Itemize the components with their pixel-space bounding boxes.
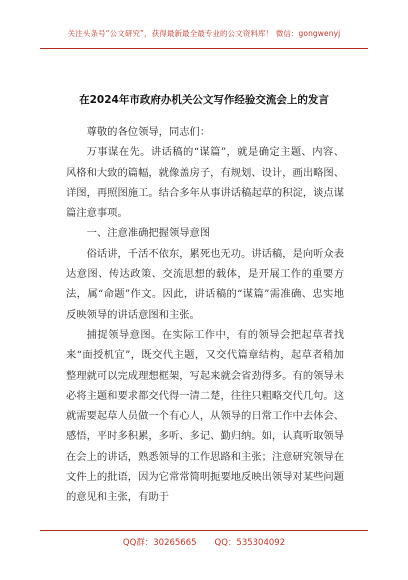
body-paragraph: 捕捉领导意图。在实际工作中，有的领导会把起草者找来“面授机宜”，既交代主题，又交代篇章结构，起草者稍加整理就可以完成理想框架，写起来就会省劲得多。有的领导未必将主题和要求都交代得一清二楚，往往只粗略交代几句。这就需要起草人员做一个有心人，从领导的日常工作中去体会、感悟，平时多积累，多听、多记、勤归纳。如，认真听取领导在会上的讲话，熟悉领导的工作思路和主张；注意研究领导在文件上的批语，因为它常常简明扼要地反映出领导对某些问题的意见和主张，有助于 xyxy=(66,328,345,504)
footer-divider xyxy=(40,530,368,531)
body-paragraph: 万事谋在先。讲话稿的“谋篇”，就是确定主题、内容、风格和大致的篇幅，就像盖房子，有规划、设计，画出略图、详图，再照图施工。结合多年从事讲话稿起草的积淀，谈点谋篇注意事项。 xyxy=(66,146,345,220)
page-header-notice: 关注头条号“公文研究”，获得最新最全最专业的公文资料库！ 微信：gongwenyj xyxy=(67,29,341,38)
section-heading: 一、注意准确把握领导意图 xyxy=(86,227,211,240)
header-divider xyxy=(40,48,368,49)
footer-qq: QQ：535304092 xyxy=(214,538,286,548)
document-body xyxy=(66,122,344,508)
page-footer xyxy=(0,536,408,548)
body-paragraph: 俗话讲，千活不依东，累死也无功。讲话稿，是向听众表达意图、传达政策、交流思想的载体，是开展工作的重要方法，属“命题”作文。因此，讲话稿的“谋篇”需准确、忠实地反映领导的讲话意图和主张。 xyxy=(66,247,345,321)
footer-qq-group: QQ群：30265665 xyxy=(122,538,197,548)
salutation: 尊敬的各位领导，同志们： xyxy=(86,126,211,138)
document-title: 在2024年市政府办机关公文写作经验交流会上的发言 xyxy=(79,94,329,106)
